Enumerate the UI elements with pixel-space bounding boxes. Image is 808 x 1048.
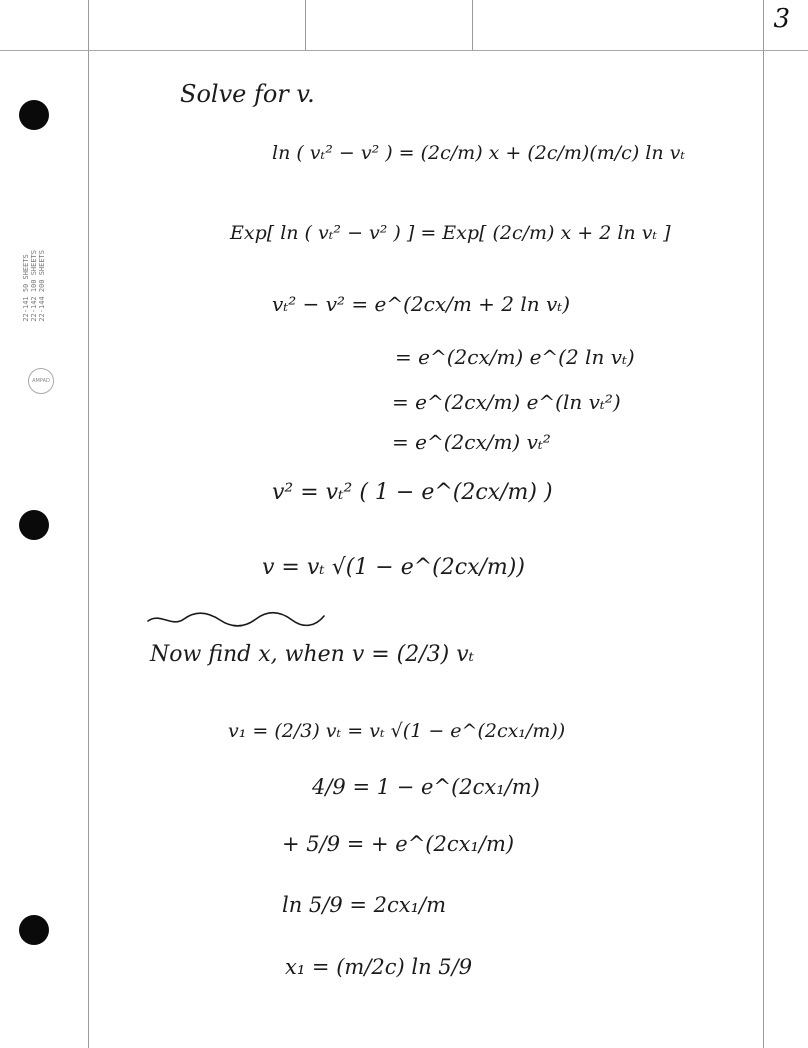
equation-line: ln 5/9 = 2cx₁/m bbox=[282, 893, 447, 917]
paper-brand-imprint bbox=[22, 250, 62, 410]
binder-hole-bottom bbox=[19, 915, 49, 945]
equation-line: = e^(2cx/m) vₜ² bbox=[392, 430, 551, 454]
equation-line: v = vₜ √(1 − e^(2cx/m)) bbox=[262, 555, 525, 580]
brand-line: 22-141 50 SHEETS bbox=[22, 254, 30, 322]
brand-line: 22-142 100 SHEETS bbox=[30, 250, 38, 322]
equation-line: x₁ = (m/2c) ln 5/9 bbox=[285, 955, 473, 979]
equation-line: v₁ = (2/3) vₜ = vₜ √(1 − e^(2cx₁/m)) bbox=[228, 720, 566, 742]
header-divider-2 bbox=[472, 0, 473, 50]
equation-line: Exp[ ln ( vₜ² − v² ) ] = Exp[ (2c/m) x + 2 ln vₜ ] bbox=[230, 222, 671, 244]
header-rule bbox=[0, 50, 808, 51]
equation-line: + 5/9 = + e^(2cx₁/m) bbox=[282, 832, 515, 856]
note-line: Now find x, when v = (2/3) vₜ bbox=[150, 642, 475, 667]
note-line: Solve for v. bbox=[180, 80, 315, 108]
equation-line: v² = vₜ² ( 1 − e^(2cx/m) ) bbox=[272, 480, 553, 505]
brand-sheet-counts bbox=[22, 250, 46, 322]
binder-hole-top bbox=[19, 100, 49, 130]
header-divider-1 bbox=[305, 0, 306, 50]
margin-line-right bbox=[763, 0, 764, 1048]
equation-line: ln ( vₜ² − v² ) = (2c/m) x + (2c/m)(m/c) ln vₜ bbox=[272, 142, 686, 164]
binder-hole-middle bbox=[19, 510, 49, 540]
equation-line: = e^(2cx/m) e^(ln vₜ²) bbox=[392, 390, 621, 414]
section-divider-squiggle bbox=[146, 608, 326, 630]
equation-line: vₜ² − v² = e^(2cx/m + 2 ln vₜ) bbox=[272, 292, 571, 316]
brand-logo: AMPAD bbox=[28, 368, 54, 394]
equation-line: = e^(2cx/m) e^(2 ln vₜ) bbox=[395, 345, 635, 369]
equation-line: 4/9 = 1 − e^(2cx₁/m) bbox=[312, 775, 540, 799]
brand-line: 22-144 200 SHEETS bbox=[38, 250, 46, 322]
page-number: 3 bbox=[773, 4, 790, 34]
margin-line-left bbox=[88, 0, 89, 1048]
